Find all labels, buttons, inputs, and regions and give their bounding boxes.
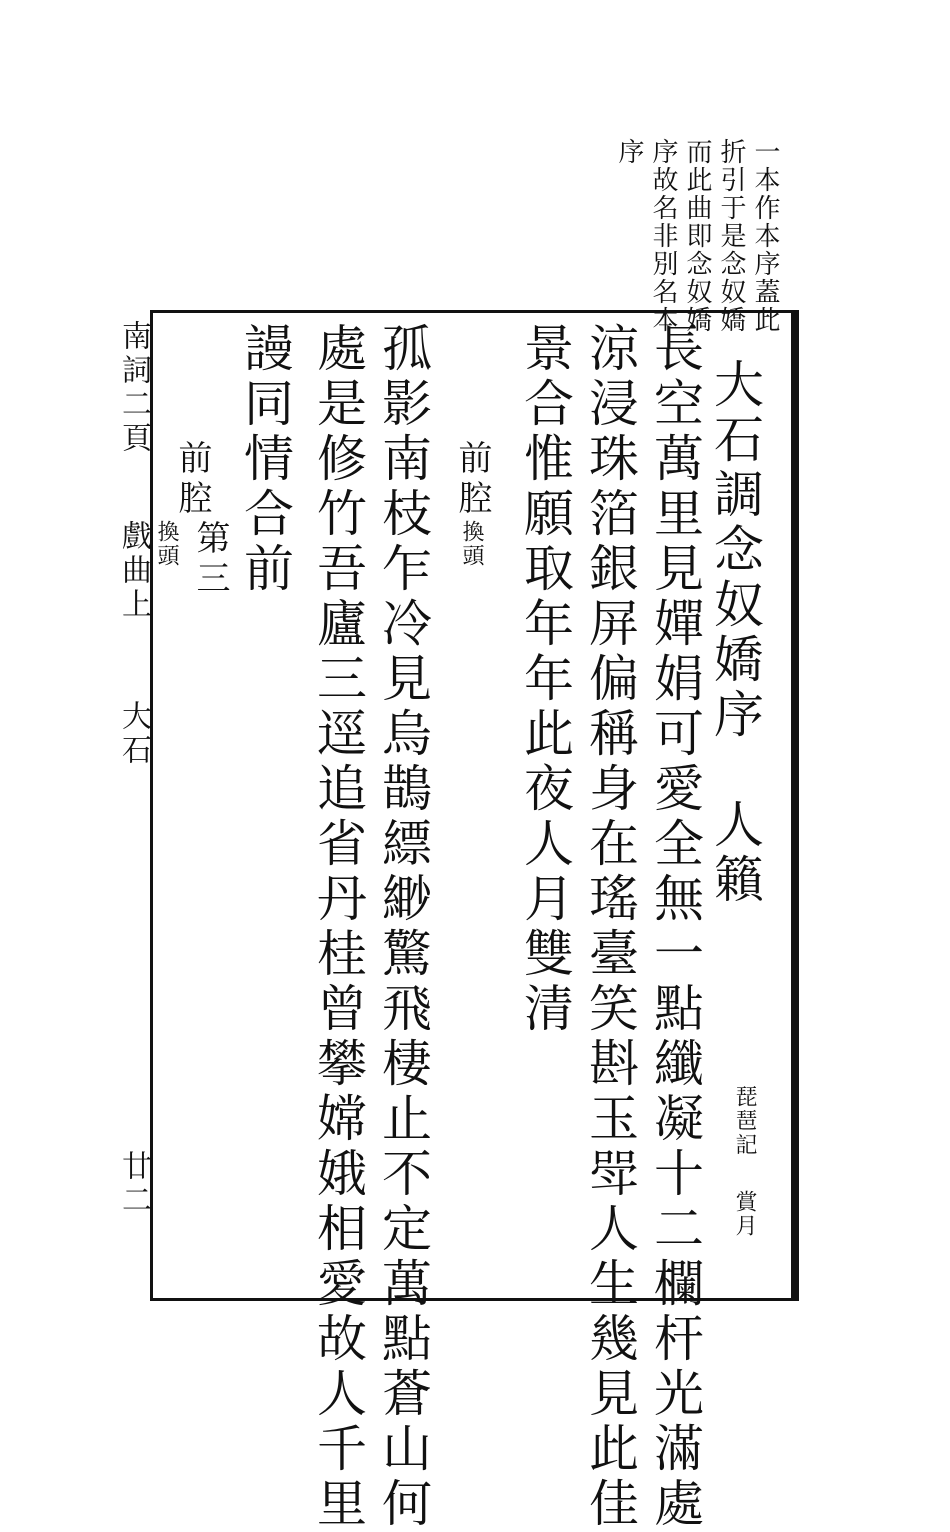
- lyric-col-2: 涼浸珠箔銀屏偏稱身在瑤臺笑斟玉斝人生幾見此佳: [581, 322, 639, 1532]
- lyric-col-5: 處是修竹吾廬三逕追省丹桂曾攀嫦娥相愛故人千里: [309, 322, 367, 1532]
- margin-section-title: 戲曲上: [116, 520, 151, 622]
- lyric-col-1: 長空萬里見嬋娟可愛全無一點纖凝十二欄杆光滿處: [646, 322, 704, 1532]
- source-annotation: 琵琶記: [732, 1085, 757, 1157]
- headnote-col-2: 折引于是念奴嬌: [716, 138, 746, 334]
- huantou-label: 換頭: [459, 520, 484, 568]
- headnote-col-4: 序故名非別名本: [648, 138, 678, 334]
- huantou-label-2: 換頭: [154, 520, 179, 568]
- qianqiang-heading-2: 前腔: [172, 440, 212, 520]
- headnote-col-1: 一本作本序蓋此: [750, 138, 780, 334]
- headnote-col-5: 序: [614, 138, 644, 166]
- third-label: 第三: [190, 520, 230, 600]
- lyric-col-3: 景合惟願取年年此夜人月雙清: [516, 322, 574, 1037]
- lyric-col-6: 謾同情合前: [236, 322, 294, 597]
- margin-book-title: 南詞二頁: [116, 320, 151, 456]
- tune-title: 大石調念奴嬌序 人籟: [706, 358, 764, 908]
- source-annotation-sub: 賞月: [732, 1190, 757, 1238]
- qianqiang-heading: 前腔: [452, 440, 492, 520]
- lyric-col-4: 孤影南枝乍冷見烏鵲縹緲驚飛棲止不定萬點蒼山何: [374, 322, 432, 1532]
- margin-mode-label: 大石: [116, 700, 151, 768]
- margin-page-number: 廿二: [116, 1150, 151, 1218]
- headnote-col-3: 而此曲即念奴嬌: [682, 138, 712, 334]
